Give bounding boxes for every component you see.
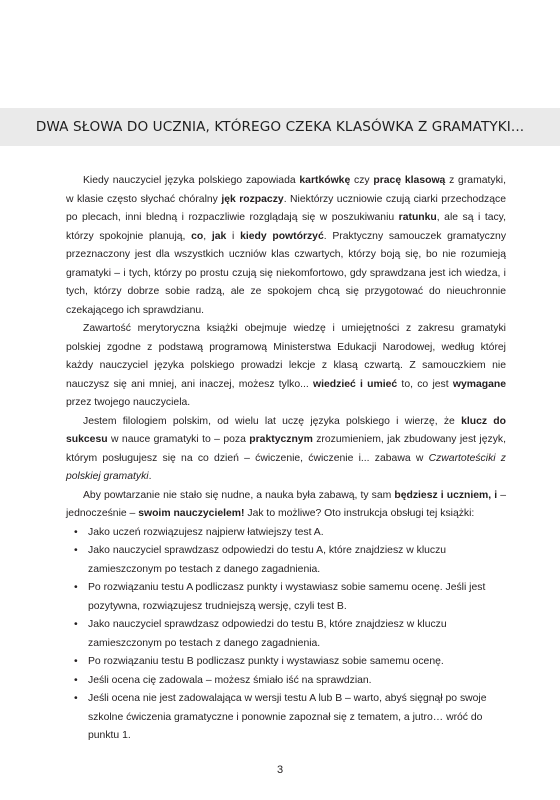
bold-phrase: co [191, 230, 204, 242]
italic-phrase: Czwartoteściki z polskiej gramatyki [66, 452, 507, 482]
list-item-text: Po rozwiązaniu testu B podliczasz punkty i wystawiasz sobie samemu ocenę. [88, 656, 444, 667]
text-run: przez twojego nauczyciela. [66, 397, 191, 408]
text-run: i [226, 230, 241, 242]
text-run: Aby powtarzanie nie stało się nudne, a nauka była zabawą, ty sam [83, 489, 395, 501]
text-run: , [203, 230, 212, 242]
text-run: to, co jest [397, 378, 453, 390]
paragraph [66, 320, 506, 413]
text-run: z gramatyki, w klasie często słychać chóralny [66, 175, 506, 205]
bullet-icon: • [74, 693, 78, 704]
paragraph [66, 172, 506, 320]
list-item-text: Po rozwiązaniu testu A podliczasz punkty i wystawiasz sobie samemu ocenę. Jeśli jest pozytywna, rozwiązujesz trudniejszą wersję, czyli test B. [88, 582, 486, 612]
bold-phrase: jak [211, 230, 227, 242]
list-item [66, 653, 506, 672]
text-run: . Praktyczny samouczek gramatyczny przeznaczony jest dla wszystkich uczniów klas czwartych, którzy boją się, bo nie rozumieją gramatyki – i tych, którzy po prostu czują się niekomfortowo, gdy sprawdzana jest ich wiedza, i tych, którzy dobrze sobie radzą, ale ze spokojem chcą się przygotować do nieuchronnie czekającego ich sprawdzianu. [66, 230, 507, 316]
bullet-icon: • [74, 545, 78, 556]
main-text [66, 172, 506, 746]
bullet-icon: • [74, 619, 78, 630]
text-run: Kiedy nauczyciel języka polskiego zapowiada [83, 175, 300, 186]
text-run: . Niektórzy uczniowie czują ciarki przechodzące po plecach, inni bledną i rozpaczliwie rozglądają się w poszukiwaniu [66, 193, 506, 223]
bold-phrase: swoim nauczycielem! [138, 508, 245, 519]
text-run: , ale są i tacy, którzy spokojnie planują, [66, 212, 506, 242]
list-item-text: Jako uczeń rozwiązujesz najpierw łatwiejszy test A. [88, 526, 324, 538]
list-item [66, 542, 506, 579]
list-item [66, 524, 506, 543]
instruction-list [66, 524, 506, 746]
paragraph [66, 413, 506, 487]
page-number: 3 [276, 764, 284, 776]
bullet-icon: • [74, 526, 78, 538]
list-item-text: Jeśli ocena cię zadowala – możesz śmiało iść na sprawdzian. [88, 674, 372, 686]
bold-phrase: kiedy powtórzyć [240, 230, 324, 242]
bold-phrase: praktycznym [249, 434, 313, 445]
text-run: czy [350, 175, 374, 186]
bullet-icon: • [74, 656, 78, 667]
text-run: w nauce gramatyki to – poza [107, 434, 250, 445]
bold-phrase: wymagane [452, 378, 506, 390]
list-item-text: Jako nauczyciel sprawdzasz odpowiedzi do testu A, które znajdziesz w kluczu zamieszczonym po testach z danego zagadnienia. [88, 545, 447, 575]
bold-phrase: ratunku [398, 212, 437, 223]
text-run: Jak to możliwe? Oto instrukcja obsługi tej książki: [244, 508, 475, 519]
bold-phrase: wiedzieć i umieć [313, 378, 398, 390]
text-run: Jestem filologiem polskim, od wielu lat uczę języka polskiego i wierzę, że [83, 415, 462, 427]
list-item [66, 672, 506, 691]
list-item-text: Jeśli ocena nie jest zadowalająca w wersji testu A lub B – warto, abyś sięgnął po swoje szkolne ćwiczenia gramatyczne i ponownie zapoznał się z tematem, a jutro… wróć do punktu 1. [88, 693, 487, 741]
list-item-text: Jako nauczyciel sprawdzasz odpowiedzi do testu B, które znajdziesz w kluczu zamieszczonym po testach z danego zagadnienia. [88, 619, 447, 649]
bold-phrase: jęk rozpaczy [221, 193, 284, 205]
bold-phrase: kartkówkę [299, 175, 351, 186]
list-item [66, 616, 506, 653]
list-item [66, 579, 506, 616]
bullet-icon: • [74, 674, 78, 686]
text-run: Zawartość merytoryczna książki obejmuje wiedzę i umiejętności z zakresu gramatyki polskiej zgodne z podstawą programową Ministerstwa Edukacji Narodowej, według której każdy nauczyciel języka polskiego prowadzi lekcje z klasą czwartą. Z samouczkiem nie nauczysz się ani mniej, ani inaczej, możesz tylko... [66, 323, 506, 390]
text-run: . [148, 471, 152, 482]
text-run: zrozumieniem, jak zbudowany jest język, którym posługujesz się na co dzień – ćwiczenie, ćwiczenie i... zabawa w [66, 434, 506, 464]
bold-phrase: klucz do sukcesu [66, 415, 506, 445]
chapter-title: DWA SŁOWA DO UCZNIA, KTÓREGO CZEKA KLASÓWKA Z GRAMATYKI... [35, 119, 525, 135]
bullet-icon: • [74, 582, 78, 593]
list-item [66, 690, 506, 746]
text-run: – jednocześnie – [66, 489, 507, 519]
bold-phrase: pracę klasową [373, 175, 446, 186]
bold-phrase: będziesz i uczniem, i [394, 489, 498, 501]
paragraph [66, 487, 506, 524]
